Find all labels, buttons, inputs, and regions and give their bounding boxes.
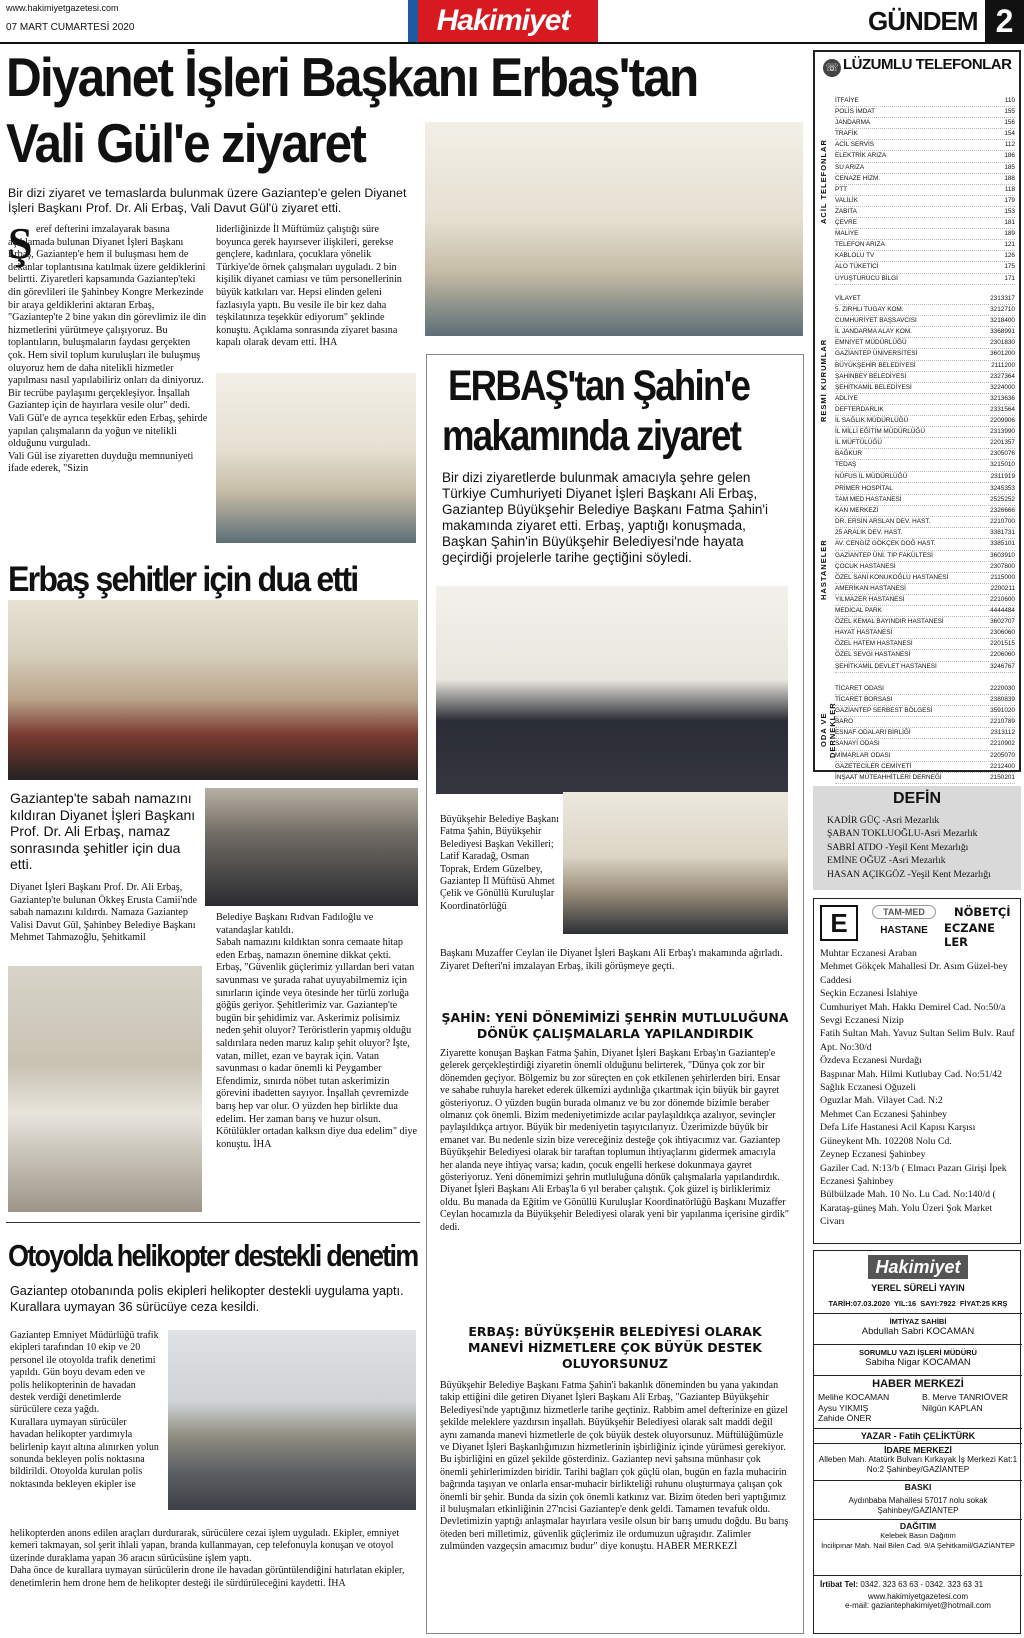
phone-row-number: 110 <box>1004 97 1015 104</box>
phone-row-number: 2200211 <box>990 584 1015 592</box>
imprint-editor: Sabiha Nigar KOCAMAN <box>865 1357 971 1368</box>
phone-row <box>835 274 1015 285</box>
phone-row <box>835 517 1015 528</box>
phone-row <box>835 528 1015 539</box>
article2-photo-group <box>436 586 788 794</box>
imprint-owner: Abdullah Sabri KOCAMAN <box>861 1326 975 1337</box>
phone-row-name: GAZİANTEP ÜNİ. TIP FAKÜLTESİ <box>835 551 933 559</box>
defin-item: ŞABAN TOKLUOĞLU-Asri Mezarlık <box>827 828 978 840</box>
phone-row-name: TİCARET ODASI <box>835 685 884 692</box>
phone-row-number: 3215010 <box>990 461 1015 469</box>
phone-row <box>835 717 1015 728</box>
phone-row-name: KABLOLU TV <box>835 252 875 260</box>
imprint-meta: TARİH:07.03.2020 YIL:16 SAYI:7922 FİYAT:25 KRŞ <box>828 1299 1008 1308</box>
pharmacy-line: Oguzlar Mah. Vilayet Cad. N:2 <box>820 1095 943 1107</box>
phone-row-number: 2210789 <box>990 718 1015 726</box>
phone-row-number: 3246767 <box>990 662 1015 670</box>
phone-row <box>835 218 1015 229</box>
phone-row-name: GAZETECİLER CEMİYETİ <box>835 762 912 770</box>
imprint-subtitle: YEREL SÜRELİ YAYIN <box>871 1283 965 1293</box>
pharmacy-line: Fatih Sultan Mah. Yavuz Sultan Selim Bulv. Rauf Apt. No:30/d <box>820 1028 1015 1053</box>
phone-row-name: ELEKTRİK ARIZA <box>835 152 887 160</box>
phone-row <box>835 196 1015 207</box>
phone-row-number: 2313112 <box>990 729 1015 737</box>
article4-text-left: Gaziantep Emniyet Müdürlüğü trafik ekipleri tarafından 10 ekip ve 20 personel ile otoyolda trafik denetimi yapıldı. Gün boyu devam eden ve polis helikopterinin de havadan destek verdiği denetimlerde sürücülere ceza yağdı. Kurallara uymayan sürücüler havadan helikopter yardımıyla belirlenip kayıt altına alınırken yolun sonunda bekleyen polis noktasına bildirildi. Otoyolda kurulan polis noktasında bekleyen ekipler ise <box>10 1330 159 1490</box>
phone-row-number: 112 <box>1004 141 1015 149</box>
article2-caption: Büyükşehir Belediye Başkanı Fatma Şahin, Büyükşehir Belediyesi Başkan Vekilleri; Latif Karadağ, Osman Toprak, Erdem Güzelbey, Gaziantep İl Müftüsü Ahmet Çelik ve Gönüllü Kuruluşlar Koordinatörlüğü <box>440 814 559 912</box>
phone-row <box>835 595 1015 606</box>
phone-row <box>835 584 1015 595</box>
phone-row-name: TİCARET BORSASI <box>835 696 893 704</box>
pharmacy-panel <box>813 898 1021 1244</box>
defin-item: HASAN AÇIKGÖZ -Yeşil Kent Mezarlığı <box>827 868 991 880</box>
page-number: 2 <box>985 0 1024 42</box>
phones-panel <box>813 50 1021 781</box>
phone-row-name: PTT <box>835 185 848 193</box>
pharmacy-line: Zeynep Eczanesi Şahinbey <box>820 1149 926 1161</box>
phone-row-number: 2111200 <box>991 361 1015 369</box>
article3-photo-mosque <box>8 600 418 780</box>
defin-item: SABRİ ATDO -Yeşil Kent Mezarlığı <box>827 841 969 853</box>
phone-row-name: BARO <box>835 718 854 726</box>
phone-row-number: 2210700 <box>990 518 1015 526</box>
article1-photo-vali <box>216 373 416 543</box>
pharmacy-line: Gaziler Cad. N:13/b ( Elmacı Pazarı Girişi İpek Eczanesi Şahinbey <box>820 1162 1007 1187</box>
imprint-admin: Alleben Mah. Atatürk Bulvarı Kırkayak İş Merkezi Kat:1 No:2 Şahinbey/GAZİANTEP <box>818 1455 1018 1474</box>
pharmacy-line: Mehmet Can Eczanesi Şahinbey <box>820 1108 948 1120</box>
imprint-contact-phone: 0342. 323 63 63 - 0342. 323 63 31 <box>860 1580 984 1589</box>
article1-photo-meeting <box>425 122 803 336</box>
phone-row-number: 2305076 <box>990 450 1015 458</box>
phone-row-number: 186 <box>1004 152 1015 160</box>
phone-row-number: 4444484 <box>990 607 1015 615</box>
phone-row-name: 25 ARALIK DEV. HAST. <box>835 529 903 537</box>
phone-row-number: 2220030 <box>990 685 1015 692</box>
imprint-news-title: HABER MERKEZİ <box>872 1378 964 1390</box>
imprint-contact-email[interactable]: e-mail: gaziantephakimiyet@hotmail.com <box>845 1601 991 1610</box>
pharmacy-line: Sevgi Eczanesi Nizip <box>820 1015 904 1027</box>
defin-item: EMİNE OĞUZ -Asri Mezarlık <box>827 855 946 867</box>
phone-row-number: 3601200 <box>990 350 1015 358</box>
article2-headline-line2: makamında ziyaret <box>442 412 741 460</box>
phone-row <box>835 338 1015 349</box>
phone-row-number: 156 <box>1004 119 1015 127</box>
phone-row-name: ŞAHİNBEY BELEDİYESİ <box>835 372 907 380</box>
imprint-dist: Kelebek Basın Dağıtım İncilipınar Mah. Nail Bilen Cad. 9/A Şehitkamil/GAZİANTEP <box>821 1531 1015 1550</box>
phone-row <box>835 484 1015 495</box>
acil-label: ACİL TELEFONLAR <box>819 139 828 225</box>
imprint-print-title: BASKI <box>904 1482 932 1492</box>
phone-row-number: 2115000 <box>990 573 1015 581</box>
pharmacy-brand: TAM-MED <box>872 905 936 919</box>
phone-row-number: 2327364 <box>990 372 1015 380</box>
phone-row <box>835 650 1015 661</box>
phone-row-number: 181 <box>1004 219 1015 227</box>
phone-row <box>835 118 1015 129</box>
phone-row-number: 2306060 <box>990 629 1015 637</box>
article1-text-col1: eref defterini imzalayarak basına açıklamada bulunan Diyanet İşleri Başkanı Erbaş, Gaziantep'e hem il buluşması hem de dekanlar toplantısına katılmak üzere geldiklerini belirtti. Ziyaretleri kapsamında Gaziantep'teki din görevlileri ile Şahinbey Kongre Merkezinde bir araya geldiklerini aktaran Erbaş, "Gaziantep'te 2 bine yakın din görevlimiz ile din hizmetlerini yürütmeye çalışıyoruz. Bu toplantıların, buluşmaların faydası gerçekten çok. Hem sivil toplum kuruluşları ile buluşmuş oluyoruz hem de daha nitelikli hizmetler yapılması nasıl yapılabiliriz onları da diniyoruz. Bir tecrübe paylaşımı gerçekleşiyor. İnşallah Gaziantep için de hayırlara vesile olur" dedi. Vali Gül'e de ayrıca teşekkür eden Erbaş, şehirde yapılan çalışmaların da yoğun ve nitelikli olduğunu vurguladı. Vali Gül ise ziyaretten duyduğu memnuniyeti ifade ederek, "Sizin <box>8 224 208 475</box>
pharmacy-line: Muhtar Eczanesi Araban <box>820 948 917 959</box>
phone-row <box>835 361 1015 372</box>
article2-photo-office <box>563 792 788 934</box>
phone-row-number: 179 <box>1004 196 1015 204</box>
phone-row-number: 3603910 <box>990 551 1015 559</box>
article4-text-full: helikopterden anons edilen araçları durdurarak, sürücülere cezai işlem uyguladı. Ekipler, emniyet kemeri takmayan, sol şerit ihlali yapan, branda kullanmayan, cep telefonuyla konuşan ve otoyol üzerinde duraklama yapan 36 aracın sürücüsüne işlem yaptı. Daha önce de kurallara uymayan sürücülerin drone ile havadan görüntülendiğini hatırlatan ekipler, denetimlerin hem drone hem de helikopter desteği ile sürdürüleceğini kaydetti. İHA <box>10 1528 405 1589</box>
article3-text-col2: Belediye Başkanı Rıdvan Fadıloğlu ve vatandaşlar katıldı. Sabah namazını kıldıktan sonra cemaate hitap eden Erbaş, namazın önemine dikkat çekti. Erbaş, "Güvenlik güçlerimiz yıllardan beri vatan savunması ve şurada rahat uyuyabilmemiz için sınırların içinde veya ötesinde her türlü zorluğa göğüs geriyor. Şehitlerimiz var. Gaziantep'te bugün bir şehidimiz var. Askerimiz polisimiz neden şehit oluyor? Teröristlerin yapmış olduğu saldırılara neden maruz kalıp şehit oluyor? İşte, vatan, millet, ezan ve bayrak için. Vatan savunması o kadar önemli ki Peygamber Efendimiz, sınırda nöbet tutan askerimizin görevini ibadetten sayıyor. İnşallah çevremizde barış hep var olur. O yüzden hep birlikte dua edelim. Her zaman barış ve huzur olsun. Kötülükler ortadan kalksın diye dua edelim" diye konuştu. İHA <box>216 912 418 1150</box>
phone-row-name: BÜYÜKŞEHİR BELEDİYESİ <box>835 361 916 369</box>
pharmacy-line: Başpınar Mah. Hilmi Kutlubay Cad. No:51/42 <box>820 1068 1003 1080</box>
article1-headline-line1: Diyanet İşleri Başkanı Erbaş'tan <box>6 46 698 108</box>
pharmacy-title-line1: NÖBETÇİ <box>954 905 1011 919</box>
article1-dropcap: Ş <box>8 219 33 268</box>
phone-row-number: 3245353 <box>990 485 1015 492</box>
phone-row-name: HAYAT HASTANESİ <box>835 629 893 637</box>
phone-row-name: MALİYE <box>835 230 859 238</box>
phone-row-number: 153 <box>1004 207 1015 215</box>
pharmacy-line: Mehmet Gökçek Mahallesi Dr. Asım Güzel-bey Caddesi <box>820 961 1008 986</box>
imprint-news-left: Melihe KOCAMAN Aysu YIKMIŞ Zahide ÖNER <box>818 1392 890 1423</box>
phone-row <box>835 394 1015 405</box>
imprint-owner-title: İMTİYAZ SAHİBİ <box>889 1317 947 1326</box>
phone-row <box>835 262 1015 273</box>
phone-row <box>835 573 1015 584</box>
phone-row <box>835 416 1015 427</box>
phone-row-name: ÖZEL SANİ KONUKOĞLU HASTANESİ <box>835 573 949 581</box>
phone-row-name: ŞEHİTKAMİL DEVLET HASTANESİ <box>835 662 937 670</box>
phone-row <box>835 372 1015 383</box>
phone-row-name: BAĞKUR <box>835 450 862 458</box>
phone-row <box>835 174 1015 185</box>
phone-row <box>835 706 1015 717</box>
phone-row-number: 3212710 <box>990 306 1015 314</box>
article4-headline: Otoyolda helikopter destekli denetim <box>8 1238 418 1273</box>
phone-row-number: 2212400 <box>990 762 1015 770</box>
phone-row-name: DEFTERDARLIK <box>835 405 884 413</box>
phone-row-number: 3591020 <box>990 707 1015 715</box>
imprint-dist-title: DAĞITIM <box>899 1521 937 1531</box>
phone-row-number: 155 <box>1004 108 1015 116</box>
article4-photo-highway <box>168 1330 416 1510</box>
phone-row-name: ÇEVRE <box>835 219 858 227</box>
defin-list <box>827 814 1017 881</box>
phone-row-number: 2210902 <box>990 740 1015 748</box>
phone-row-name: ACİL SERVİS <box>835 141 875 149</box>
phone-row-number: 185 <box>1004 163 1015 171</box>
phone-row-name: SANAYİ ODASI <box>835 740 880 748</box>
phone-row <box>835 495 1015 506</box>
imprint-editor-title: SORUMLU YAZI İŞLERİ MÜDÜRÜ <box>859 1348 977 1357</box>
phone-row-name: VALİLİK <box>835 196 858 204</box>
phone-row-name: GAZİANTEP ÜNİVERSİTESİ <box>835 350 918 358</box>
phone-row-name: İL SAĞLIK MÜDÜRLÜĞÜ <box>835 417 909 425</box>
phone-row <box>835 163 1015 174</box>
phone-row-name: İNŞAAT MÜTEAHHİTLERİ DERNEĞİ <box>835 773 942 781</box>
phone-row-number: 3213636 <box>990 394 1015 402</box>
phone-icon: ☏ <box>823 59 841 77</box>
phone-row-name: ÖZEL HATEM HASTANESİ <box>835 640 913 648</box>
phone-row-number: 2307800 <box>990 562 1015 570</box>
article3-headline: Erbaş şehitler için dua etti <box>8 560 358 599</box>
phone-row <box>835 294 1015 305</box>
phone-row-name: ÖZEL KEMAL BAYINDIR HASTANESİ <box>835 618 944 626</box>
phone-row-name: İL MÜFTÜLÜĞÜ <box>835 439 882 447</box>
phone-row <box>835 107 1015 118</box>
phone-row-number: 3385101 <box>990 540 1015 548</box>
phone-row <box>835 316 1015 327</box>
phone-row-name: ADLİYE <box>835 394 858 402</box>
masthead-logo-text: Hakimiyet <box>436 4 570 37</box>
defin-panel <box>813 786 1021 890</box>
phone-row <box>835 695 1015 706</box>
phone-row-number: 121 <box>1004 241 1015 249</box>
pharmacy-list <box>820 947 1018 1229</box>
phone-row <box>835 185 1015 196</box>
phone-row <box>835 140 1015 151</box>
phone-row <box>835 562 1015 573</box>
phone-row-name: EMNİYET MÜDÜRLÜĞÜ <box>835 339 907 347</box>
website-url[interactable]: www.hakimiyetgazetesi.com <box>6 3 119 13</box>
phone-row <box>835 751 1015 762</box>
phone-row-name: İL JANDARMA ALAY KOM. <box>835 328 912 336</box>
phone-row <box>835 449 1015 460</box>
article2-text2: Büyükşehir Belediye Başkanı Fatma Şahin'i bakanlık döneminden bu yana yakından takip ettiğini dile getiren Diyanet İşleri Başkanı Ali Erbaş, "Gaziantep Büyükşehir Belediyesi'nde yaptığınız hizmetlerle tarihe geçtiniz. Rabbim amel defterinize en güzel şekilde meleklere yazdırsın inşallah. Büyükşehir Belediyesi olarak salt maddi değil aynı zamanda manevi hizmetlerle de çok büyük destek oluyorsunuz. Müftülüğümüzle ve Diyanet İşleri Başkanlığımızın hizmetlerinin işbirliğiniz içinde yürümesi gerekiyor. Bu işbirliğini en güzel şekilde gösterdiniz. Gaziantep nevi şahsına münhasır çok önemli şehirlerimizden biridir. Tarihi bağları çok güçlü olan, bugün en fazla muhacirin bağrında taşıyan ve onlarla ensar-muhacir birlikteliği ruhunu oluşturmaya çalışan çok önemli bir şehir. Bunda da sizin çok önemli katkınız var. Bizim öteden beri yaptığımız il buluşmaları etkinliğinin 27'ncisi Gaziantep'e denk geldi. Tamamen tevafuk oldu. Devletimizin yaptığı anlaşmalar hayırlara vesile olsun bir barış umudu doğdu. Bu barış öteden beri milletimiz, güvenlik güçlerimiz ile ordumuzun uğraşıdır. Zalimler zulmünden vazgeçsin amacımız budur" diye konuştu. HABER MERKEZİ <box>440 1380 789 1553</box>
phone-row-number: 2201357 <box>990 439 1015 447</box>
phone-row-name: DR. ERSİN ARSLAN DEV. HAST. <box>835 518 931 526</box>
phone-row-number: 2201515 <box>990 640 1015 648</box>
article1-headline-line2: Vali Gül'e ziyaret <box>6 112 366 174</box>
phone-row-number: 2331564 <box>990 405 1015 413</box>
phone-row-name: TRAFİK <box>835 130 858 138</box>
phone-row-name: 5. ZIRHLI TUGAY KOM. <box>835 306 904 314</box>
issue-date: 07 MART CUMARTESİ 2020 <box>6 22 135 33</box>
masthead-logo[interactable] <box>408 0 598 42</box>
phone-row <box>835 551 1015 562</box>
article2-subheading1: ŞAHİN: YENİ DÖNEMİMİZİ ŞEHRİN MUTLULUĞUNA DÖNÜK ÇALIŞMALARLA YAPILANDIRDIK <box>441 1010 789 1041</box>
pharmacy-e-icon: E <box>820 905 858 941</box>
phone-row-number: 171 <box>1004 274 1015 282</box>
pharmacy-line: Seçkin Eczanesi İslahiye <box>820 988 918 1000</box>
phone-row-number: 2311919 <box>990 472 1015 480</box>
article2-text1: Ziyarette konuşan Başkan Fatma Şahin, Diyanet İşleri Başkanı Erbaş'ın Gaziantep'e gelerek gerçekleştirdiği ziyaretin önemli olduğunu belirterek, "Dünya çok zor bir dönemden geçiyor. Bölgemiz bu zor süreçten en çok etkilenen şehirlerden biri. Ensar ve sahabe ruhuyla hareket ederek ülkemizi aydınlığa çıkartmak için büyük bir gayret gösteriyoruz. O yüzden bugün burada olmanız ve bu zor dönemde bizimle beraber olmanız çok önemli. Bizim medeniyetimizde acılar paylaşıldıkça azalıyor, sevinçler paylaşıldıkça artıyor. Büyük bir medeniyetin taşıyıcılarıyız. Üzerimizde büyük bir emanet var. Bu nedenle sizin bize vereceğiniz desteğe çok ihtiyacımız var. Gaziantep Büyükşehir Belediyesi olarak bir taraftan toplumun ihtiyaçlarını gidermek amacıyla her alanda neye ihtiyaç varsa; kadın, çocuk engelli herkese dokunmaya gayret gösteriyoruz. Yeni dönemimizi şehrin mutluluğuna dönük çalışmalarla yapılandırdık. Diyanet İşleri Başkanı Ali Erbaş'la 6 yıl beraber çalıştık. Çok güzel iş birliklerimiz oldu. Bu manada da Eğitim ve Gönüllü Kuruluşlar Koordinatörlüğü Başkanı Muzaffer Ceylan hocamızla da Büyükşehir Belediyesi olarak yeni bir yapılanma içerisine girdik" dedi. <box>440 1048 789 1233</box>
phone-row-number: 154 <box>1004 130 1015 138</box>
imprint-writer: YAZAR - Fatih ÇELİKTÜRK <box>814 1428 1022 1442</box>
phone-row-number: 2326666 <box>990 507 1015 515</box>
article2-headline-line1: ERBAŞ'tan Şahin'e <box>448 362 750 410</box>
imprint-logo: Hakimiyet <box>868 1255 968 1279</box>
phone-row <box>835 305 1015 316</box>
phone-row-number: 3224000 <box>990 383 1015 391</box>
phone-row <box>835 427 1015 438</box>
phone-row-name: VİLAYET <box>835 295 861 302</box>
phone-row-number: 3602707 <box>990 618 1015 626</box>
phone-row-name: ZABITA <box>835 207 857 215</box>
phone-row-number: 3381731 <box>990 529 1015 537</box>
phone-row-name: MİMARLAR ODASI <box>835 751 891 759</box>
phone-row-name: AMERİKAN HASTANESİ <box>835 584 906 592</box>
phone-row-name: ÇOCUK HASTANESİ <box>835 562 896 570</box>
section-title: GÜNDEM <box>868 6 978 36</box>
phone-row <box>835 251 1015 262</box>
phone-row-name: AV. CENGİZ GÖKÇEK DOĞ HAST. <box>835 540 936 548</box>
article1-lead: Bir dizi ziyaret ve temaslarda bulunmak üzere Gaziantep'e gelen Diyanet İşleri Başkanı Prof. Dr. Ali Erbaş, Vali Davut Gül'ü ziyaret etti. <box>8 186 407 215</box>
acil-list <box>835 96 1015 285</box>
article3-divider <box>6 1222 420 1223</box>
oda-list <box>835 684 1015 784</box>
article2-lead: Bir dizi ziyaretlerde bulunmak amacıyla şehre gelen Türkiye Cumhuriyeti Diyanet İşleri Başkanı Ali Erbaş, Gaziantep Büyükşehir Belediye Başkanı Fatma Şahin'i makamında ziyaret etti. Erbaş, yaptığı konuşmada, Başkan Şahin'in Büyükşehir Belediyesi'nde hayata geçirdiği projelerle tarihe geçtiğini söyledi. <box>442 470 769 565</box>
imprint-contact-label: İrtibat Tel: <box>820 1580 859 1589</box>
pharmacy-line: Defa Life Hastanesi Acil Kapısı Karşısı Güneykent Mh. 102208 Nolu Cd. <box>820 1122 976 1147</box>
phone-row <box>835 129 1015 140</box>
phone-row-number: 2209906 <box>990 417 1015 425</box>
phone-row-number: 118 <box>1004 185 1015 193</box>
phone-row <box>835 506 1015 517</box>
phone-row-name: NÜFUS İL MÜDÜRLÜĞÜ <box>835 472 908 480</box>
phone-row-number: 2313990 <box>990 428 1015 436</box>
phone-row <box>835 606 1015 617</box>
phone-row-number: 2380839 <box>990 696 1015 704</box>
phone-row <box>835 96 1015 107</box>
pharmacy-line: Sağlık Eczanesi Oğuzeli <box>820 1082 916 1094</box>
phone-row-name: UYUŞTURUCU BİLGİ <box>835 274 898 282</box>
phone-row-number: 2150201 <box>990 773 1015 781</box>
article3-photo-handshake <box>205 788 418 906</box>
phone-row-number: 2301830 <box>990 339 1015 347</box>
phone-row <box>835 662 1015 673</box>
phone-row-number: 2313317 <box>990 295 1015 302</box>
article2-subheading2: ERBAŞ: BÜYÜKŞEHİR BELEDİYESİ OLARAK MANEVİ HİZMETLERE ÇOK BÜYÜK DESTEK OLUYORSUNUZ <box>468 1324 762 1371</box>
phone-row-name: POLİS İMDAT <box>835 108 876 116</box>
phone-row-number: 2525252 <box>990 496 1015 504</box>
phone-row-number: 3368991 <box>990 328 1015 336</box>
phone-row-name: TELEFON ARIZA <box>835 241 885 249</box>
phone-row-name: KAN MERKEZİ <box>835 507 879 515</box>
phone-row-number: 2206060 <box>990 651 1015 659</box>
oda-label: ODA VE DERNEKLER <box>819 702 837 758</box>
imprint-panel <box>813 1250 1021 1634</box>
phone-row <box>835 151 1015 162</box>
phone-row <box>835 684 1015 695</box>
phone-row-number: 3218400 <box>990 317 1015 325</box>
phone-row <box>835 762 1015 773</box>
phone-row-name: PRİMER HOSPİTAL <box>835 485 893 492</box>
phone-row <box>835 383 1015 394</box>
pharmacy-line: Özdeva Eczanesi Nurdağı <box>820 1055 922 1067</box>
phone-row <box>835 405 1015 416</box>
resmi-label: RESMİ KURUMLAR <box>819 338 828 422</box>
phone-row-number: 2210600 <box>990 595 1015 603</box>
phone-row <box>835 438 1015 449</box>
phone-row <box>835 240 1015 251</box>
phone-row <box>835 207 1015 218</box>
article2-caption-continued: Başkanı Muzaffer Ceylan ile Diyanet İşleri Başkanı Ali Erbaş'ı makamında ağırladı. Ziyaret Defteri'ni imzalayan Erbaş, ikili görüşmeye geçti. <box>440 948 783 972</box>
hastane-list <box>835 484 1015 673</box>
phone-row <box>835 739 1015 750</box>
phone-row-number: 189 <box>1004 230 1015 238</box>
phone-row-number: 2205070 <box>990 751 1015 759</box>
phone-row <box>835 639 1015 650</box>
article3-text-col1: Diyanet İşleri Başkanı Prof. Dr. Ali Erbaş, Gaziantep'te bulunan Ökkeş Erusta Camii'nde sabah namazını kıldırdı. Namaza Gaziantep Valisi Davut Gül, Şahinbey Belediye Başkanı Mehmet Tahmazoğlu, Şehitkamil <box>10 882 197 944</box>
pharmacy-line: Cumhuriyet Mah. Hakkı Demirel Cad. No:50/a <box>820 1001 1006 1013</box>
phone-row-number: 126 <box>1004 252 1015 260</box>
phone-row <box>835 472 1015 483</box>
phone-row-name: YILMAZER HASTANESİ <box>835 595 905 603</box>
imprint-contact-web[interactable]: www.hakimiyetgazetesi.com <box>867 1592 969 1601</box>
phone-row-number: 188 <box>1004 174 1015 182</box>
hastane-label: HASTANELER <box>819 539 828 601</box>
phone-row-name: İTFAİYE <box>835 97 859 104</box>
article4-lead: Gaziantep otobanında polis ekipleri helikopter destekli uygulama yaptı. Kurallara uymayan 36 sürücüye ceza kesildi. <box>10 1284 404 1314</box>
phone-row <box>835 773 1015 784</box>
resmi-list <box>835 294 1015 483</box>
phone-row <box>835 349 1015 360</box>
phone-row-name: TAM MED HASTANESİ <box>835 496 902 504</box>
imprint-print: Aydınbaba Mahallesi 57017 nolu sokak Şahinbey/GAZİANTEP <box>848 1496 988 1515</box>
phone-row-name: JANDARMA <box>835 119 871 127</box>
phone-row <box>835 628 1015 639</box>
phone-row-name: MEDİCAL PARK <box>835 607 882 615</box>
imprint-admin-title: İDARE MERKEZİ <box>884 1445 952 1455</box>
pharmacy-line: Bülbülzade Mah. 10 No. Lu Cad. No:140/d ( Karataş-güneş Mah. Yolu Üzeri Şok Market Civarı <box>820 1189 996 1228</box>
phone-row <box>835 539 1015 550</box>
phone-row-name: ESNAF ODALARI BİRLİĞİ <box>835 729 911 737</box>
article1-text-col2: liderliğinizde İl Müftümüz çalıştığı süre boyunca gerek hayırsever ilişkileri, gerekse gençlere, kadınlara, çocuklara yönelik Türkiye'de örnek çalışmaları uyguladı. 2 bin kişilik diyanet camiası ve tüm personellerinin büyük katkıları var. Hepsi elinden geleni fazlasıyla yaptı. Bu vesile ile bir kez daha teşkilatınıza teşekkür ediyorum" şeklinde konuştu. Açıklama sonrasında ziyaret basına kapalı olarak devam etti. İHA <box>216 224 402 349</box>
pharmacy-brand-sub: HASTANE <box>880 925 928 936</box>
phone-row <box>835 460 1015 471</box>
defin-title: DEFİN <box>893 790 941 807</box>
masthead-logo-accent <box>408 0 418 42</box>
phone-row-name: GAZİANTEP SERBEST BÖLGESİ <box>835 707 933 715</box>
phone-row <box>835 617 1015 628</box>
phone-row-name: İL MİLLİ EĞİTİM MÜDÜRLÜĞÜ <box>835 428 925 436</box>
imprint-news-right: B. Merve TANRIÖVER Nilgün KAPLAN <box>922 1392 1009 1413</box>
phone-row <box>835 728 1015 739</box>
pharmacy-title-line2: ECZANE LER <box>944 921 996 949</box>
phone-row-name: ALO TÜKETİCİ <box>835 263 879 271</box>
phone-row-name: ŞEHİTKAMİL BELEDİYESİ <box>835 383 912 391</box>
phone-row-name: CUMHURİYET BAŞSAVCISI <box>835 317 917 325</box>
phones-title: LÜZUMLU TELEFONLAR <box>843 56 1012 73</box>
phone-row <box>835 327 1015 338</box>
phone-row <box>835 229 1015 240</box>
phone-row-number: 175 <box>1004 263 1015 271</box>
defin-item: KADİR GÜÇ -Asri Mezarlık <box>827 815 940 826</box>
phone-row-name: CENAZE HİZM. <box>835 174 881 182</box>
phone-row-name: ÖZEL SEVGİ HASTANESİ <box>835 651 911 659</box>
phone-row-name: SU ARIZA <box>835 163 865 171</box>
article3-photo-pulpit <box>8 966 202 1212</box>
phone-row-name: TEDAŞ <box>835 461 857 469</box>
article3-lead: Gaziantep'te sabah namazını kıldıran Diyanet İşleri Başkanı Prof. Dr. Ali Erbaş, namaz sonrasında şehitler için dua etti. <box>10 790 196 872</box>
